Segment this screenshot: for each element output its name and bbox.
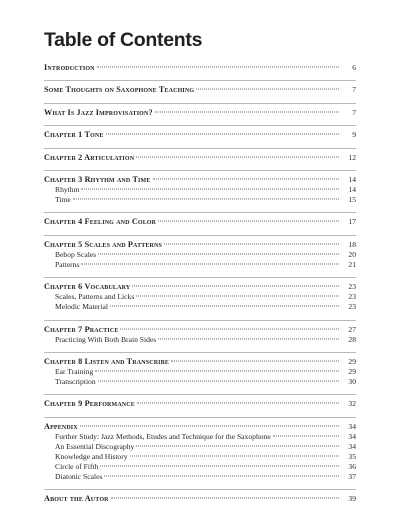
dot-leader [95, 370, 339, 371]
toc-entry-sub[interactable] [44, 462, 356, 472]
group-spacer [44, 163, 356, 170]
toc-entry-sub[interactable] [44, 432, 356, 442]
toc-section [44, 217, 356, 227]
dot-leader [171, 360, 339, 361]
toc-page-number: 12 [348, 152, 356, 162]
section-divider [44, 125, 356, 126]
toc-entry-label: An Essential Discography [55, 441, 135, 451]
toc-section [44, 422, 356, 482]
toc-page-number: 35 [348, 451, 356, 461]
toc-entry-main[interactable] [44, 108, 356, 118]
toc-entry-sub[interactable] [44, 250, 356, 260]
toc-section [44, 282, 356, 312]
toc-page-number: 23 [348, 302, 356, 312]
dot-leader [164, 243, 339, 244]
section-divider [44, 489, 356, 490]
dot-leader [132, 286, 339, 287]
toc-entry-label: About the Autor [44, 494, 109, 504]
toc-page-number: 14 [348, 174, 356, 184]
toc-entry-main[interactable] [44, 175, 356, 185]
toc-entry-sub[interactable] [44, 292, 356, 302]
dot-leader [110, 306, 339, 307]
dot-leader [100, 465, 339, 466]
dot-leader [106, 134, 339, 135]
toc-entry-label: Ear Training [55, 366, 94, 376]
toc-entry-main[interactable] [44, 130, 356, 140]
toc-page-number: 23 [348, 282, 356, 292]
toc-entry-label: Chapter 1 Tone [44, 130, 104, 140]
toc-entry-label: Introduction [44, 63, 95, 72]
toc-page-number: 7 [352, 107, 356, 117]
group-spacer [44, 140, 356, 147]
toc-entry-sub[interactable] [44, 377, 356, 387]
page-title: Table of Contents [44, 29, 203, 51]
toc-entry-label: Some Thoughts on Saxophone Teaching [44, 85, 195, 95]
table-of-contents [44, 63, 356, 504]
group-spacer [44, 118, 356, 125]
toc-entry-label: Bebop Scales [55, 249, 97, 259]
dot-leader [158, 221, 339, 222]
toc-page-number: 9 [352, 130, 356, 140]
section-divider [44, 170, 356, 171]
dot-leader [136, 445, 339, 446]
section-divider [44, 277, 356, 278]
toc-page-number: 23 [348, 292, 356, 302]
section-divider [44, 103, 356, 104]
toc-section [44, 108, 356, 118]
toc-entry-sub[interactable] [44, 472, 356, 482]
group-spacer [44, 205, 356, 212]
toc-entry-label: What Is Jazz Improvisation? [44, 107, 153, 117]
dot-leader [98, 253, 339, 254]
toc-page-number: 20 [348, 249, 356, 259]
toc-entry-label: Chapter 5 Scales and Patterns [44, 239, 163, 249]
toc-page-number: 21 [348, 259, 356, 269]
toc-page-number: 14 [348, 184, 356, 194]
section-divider [44, 235, 356, 236]
dot-leader [158, 338, 339, 339]
toc-entry-sub[interactable] [44, 260, 356, 270]
toc-entry-main[interactable] [44, 422, 356, 432]
toc-page-number: 29 [348, 366, 356, 376]
toc-entry-label: Rhythm [55, 184, 80, 194]
toc-entry-sub[interactable] [44, 442, 356, 452]
dot-leader [81, 188, 339, 189]
dot-leader [98, 380, 339, 381]
toc-entry-label: Appendix [44, 421, 78, 431]
section-divider [44, 352, 356, 353]
dot-leader [73, 198, 339, 199]
toc-entry-label: Further Study: Jazz Methods, Etudes and Technique for the Saxophone [55, 431, 271, 441]
toc-section [44, 494, 356, 504]
toc-page-number: 29 [348, 356, 356, 366]
group-spacer [44, 73, 356, 80]
toc-entry-label: Chapter 4 Feeling and Color [44, 217, 157, 227]
toc-entry-label: Scales, Patterns and Licks [55, 292, 135, 302]
group-spacer [44, 409, 356, 416]
toc-entry-main[interactable] [44, 153, 356, 163]
dot-leader [155, 111, 339, 112]
toc-entry-label: Melodic Material [55, 302, 108, 312]
toc-entry-label: Transcription [55, 376, 96, 386]
toc-entry-label: Time [55, 194, 71, 204]
toc-page-number: 17 [348, 217, 356, 227]
toc-page-number: 34 [348, 431, 356, 441]
toc-section [44, 85, 356, 95]
toc-entry-sub[interactable] [44, 452, 356, 462]
toc-page-number: 27 [348, 324, 356, 334]
section-divider [44, 417, 356, 418]
toc-entry-sub[interactable] [44, 195, 356, 205]
toc-entry-main[interactable] [44, 217, 356, 227]
toc-entry-label: Chapter 7 Practice [44, 324, 119, 334]
group-spacer [44, 227, 356, 234]
toc-entry-sub[interactable] [44, 367, 356, 377]
toc-section [44, 175, 356, 205]
section-divider [44, 148, 356, 149]
toc-entry-sub[interactable] [44, 302, 356, 312]
toc-entry-label: Chapter 6 Vocabulary [44, 282, 131, 292]
toc-entry-label: Chapter 8 Listen and Transcribe [44, 356, 169, 366]
toc-entry-main[interactable] [44, 63, 356, 73]
toc-entry-main[interactable] [44, 357, 356, 367]
toc-page-number: 39 [348, 494, 356, 504]
toc-entry-label: Patterns [55, 259, 80, 269]
dot-leader [104, 475, 339, 476]
toc-entry-main[interactable] [44, 494, 356, 504]
toc-entry-label: Chapter 3 Rhythm and Time [44, 174, 151, 184]
section-divider [44, 394, 356, 395]
toc-page-number: 6 [352, 63, 356, 72]
dot-leader [137, 403, 339, 404]
group-spacer [44, 482, 356, 489]
toc-entry-sub[interactable] [44, 335, 356, 345]
dot-leader [136, 156, 339, 157]
group-spacer [44, 312, 356, 319]
toc-section [44, 130, 356, 140]
dot-leader [97, 67, 339, 68]
dot-leader [136, 296, 339, 297]
section-divider [44, 212, 356, 213]
toc-section [44, 63, 356, 73]
toc-page-number: 7 [352, 85, 356, 95]
toc-entry-label: Diatonic Scales [55, 471, 103, 481]
group-spacer [44, 270, 356, 277]
dot-leader [120, 328, 339, 329]
toc-section [44, 240, 356, 270]
toc-entry-sub[interactable] [44, 185, 356, 195]
toc-entry-label: Knowledge and History [55, 451, 128, 461]
toc-page-number: 36 [348, 461, 356, 471]
toc-entry-label: Circle of Fifth [55, 461, 99, 471]
toc-entry-main[interactable] [44, 240, 356, 250]
toc-entry-main[interactable] [44, 85, 356, 95]
dot-leader [153, 178, 339, 179]
toc-section [44, 399, 356, 409]
group-spacer [44, 345, 356, 352]
group-spacer [44, 387, 356, 394]
toc-entry-label: Chapter 2 Articulation [44, 152, 135, 162]
dot-leader [273, 435, 339, 436]
dot-leader [130, 455, 339, 456]
toc-entry-main[interactable] [44, 282, 356, 292]
toc-section [44, 325, 356, 345]
dot-leader [80, 425, 339, 426]
toc-page-number: 34 [348, 441, 356, 451]
dot-leader [111, 498, 339, 499]
toc-section [44, 153, 356, 163]
toc-page-number: 18 [348, 239, 356, 249]
toc-page-number: 28 [348, 334, 356, 344]
section-divider [44, 320, 356, 321]
dot-leader [196, 89, 339, 90]
dot-leader [81, 263, 339, 264]
toc-page-number: 37 [348, 471, 356, 481]
group-spacer [44, 95, 356, 102]
toc-entry-main[interactable] [44, 399, 356, 409]
toc-entry-label: Practicing With Both Brain Sides [55, 334, 157, 344]
toc-page-number: 34 [348, 421, 356, 431]
toc-entry-label: Chapter 9 Performance [44, 399, 135, 409]
toc-section [44, 357, 356, 387]
toc-entry-main[interactable] [44, 325, 356, 335]
section-divider [44, 80, 356, 81]
toc-page-number: 15 [348, 194, 356, 204]
toc-page-number: 30 [348, 376, 356, 386]
toc-page-number: 32 [348, 399, 356, 409]
